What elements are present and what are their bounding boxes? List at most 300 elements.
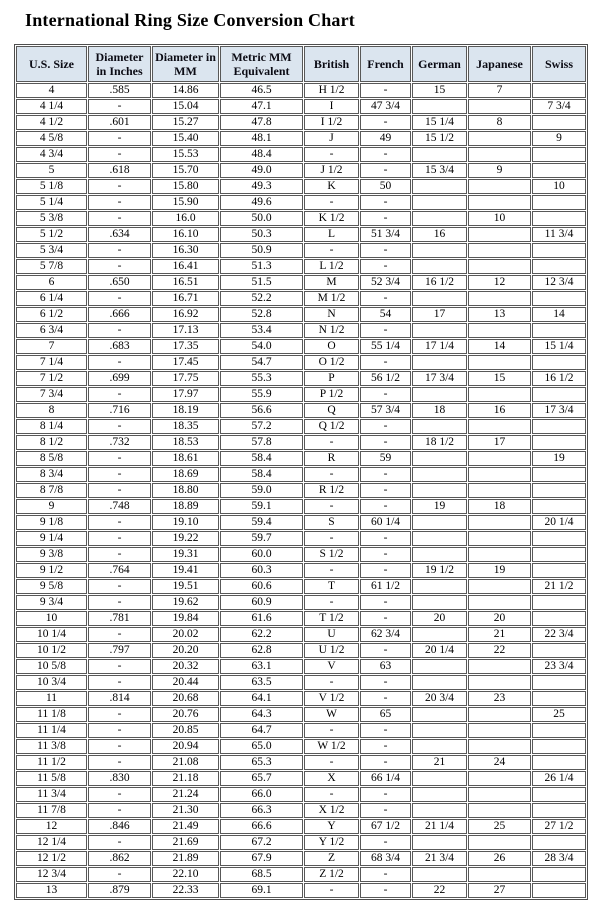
cell [468, 419, 531, 434]
cell: 16 [468, 403, 531, 418]
cell: 69.1 [220, 883, 303, 898]
cell [468, 547, 531, 562]
cell: 14 [532, 307, 586, 322]
cell: 60.6 [220, 579, 303, 594]
cell: .666 [88, 307, 151, 322]
cell [468, 867, 531, 882]
cell: .814 [88, 691, 151, 706]
cell: - [304, 467, 359, 482]
table-row [16, 611, 586, 626]
cell: 60.9 [220, 595, 303, 610]
cell [468, 483, 531, 498]
cell: Z [304, 851, 359, 866]
cell: 47.1 [220, 99, 303, 114]
cell: 4 1/2 [16, 115, 87, 130]
cell: 68 3/4 [360, 851, 411, 866]
cell [468, 675, 531, 690]
cell [412, 419, 467, 434]
cell: - [88, 451, 151, 466]
cell [532, 211, 586, 226]
cell [532, 243, 586, 258]
cell: - [360, 483, 411, 498]
cell: - [360, 595, 411, 610]
cell: 60.0 [220, 547, 303, 562]
cell: 48.1 [220, 131, 303, 146]
cell [412, 787, 467, 802]
cell [532, 803, 586, 818]
cell: Y 1/2 [304, 835, 359, 850]
cell: J 1/2 [304, 163, 359, 178]
cell [532, 563, 586, 578]
cell [468, 243, 531, 258]
cell [412, 99, 467, 114]
cell: N [304, 307, 359, 322]
cell: 25 [468, 819, 531, 834]
cell: P 1/2 [304, 387, 359, 402]
cell: 19.84 [152, 611, 219, 626]
cell [412, 739, 467, 754]
cell: 7 [16, 339, 87, 354]
cell: 9 1/8 [16, 515, 87, 530]
cell [412, 211, 467, 226]
cell: 12 [468, 275, 531, 290]
cell: - [304, 147, 359, 162]
cell: - [88, 99, 151, 114]
cell: 15 1/4 [412, 115, 467, 130]
cell [412, 291, 467, 306]
cell: 15.40 [152, 131, 219, 146]
cell: 64.3 [220, 707, 303, 722]
table-row [16, 163, 586, 178]
cell: - [360, 835, 411, 850]
cell: 16.71 [152, 291, 219, 306]
cell: 53.4 [220, 323, 303, 338]
cell [532, 675, 586, 690]
cell: 50 [360, 179, 411, 194]
table-row [16, 323, 586, 338]
cell: 63 [360, 659, 411, 674]
cell: 11 1/4 [16, 723, 87, 738]
cell [468, 739, 531, 754]
cell: 9 [16, 499, 87, 514]
cell: 20.20 [152, 643, 219, 658]
cell: 57 3/4 [360, 403, 411, 418]
page-title: International Ring Size Conversion Chart [25, 10, 356, 30]
cell: 8 1/4 [16, 419, 87, 434]
cell: - [360, 259, 411, 274]
cell: 50.9 [220, 243, 303, 258]
cell [468, 291, 531, 306]
cell: 17 1/4 [412, 339, 467, 354]
table-row [16, 867, 586, 882]
cell: 23 [468, 691, 531, 706]
cell: 20.85 [152, 723, 219, 738]
cell [412, 659, 467, 674]
cell: - [88, 803, 151, 818]
table-row [16, 179, 586, 194]
cell: R 1/2 [304, 483, 359, 498]
cell [412, 579, 467, 594]
cell: 8 [468, 115, 531, 130]
cell: Q [304, 403, 359, 418]
cell: 21.89 [152, 851, 219, 866]
cell: 55.3 [220, 371, 303, 386]
cell: 15.27 [152, 115, 219, 130]
cell: - [88, 387, 151, 402]
table-row [16, 275, 586, 290]
cell: X 1/2 [304, 803, 359, 818]
cell [468, 707, 531, 722]
cell: 17.13 [152, 323, 219, 338]
cell: 4 5/8 [16, 131, 87, 146]
cell: 19.41 [152, 563, 219, 578]
cell: 22 [412, 883, 467, 898]
cell: 15 1/2 [412, 131, 467, 146]
cell: 18.35 [152, 419, 219, 434]
cell [532, 787, 586, 802]
cell: - [88, 739, 151, 754]
cell: 60.3 [220, 563, 303, 578]
cell: 19.10 [152, 515, 219, 530]
cell: - [88, 675, 151, 690]
column-header: Diameter in MM [152, 46, 219, 82]
cell: - [360, 867, 411, 882]
cell: 15 1/4 [532, 339, 586, 354]
cell: 12 1/2 [16, 851, 87, 866]
cell: 10 [16, 611, 87, 626]
cell: - [304, 195, 359, 210]
cell: 21.18 [152, 771, 219, 786]
column-header: Diameter in Inches [88, 46, 151, 82]
cell: O [304, 339, 359, 354]
cell: .748 [88, 499, 151, 514]
cell [412, 531, 467, 546]
cell: 21.30 [152, 803, 219, 818]
cell: 62 3/4 [360, 627, 411, 642]
cell [412, 195, 467, 210]
cell: 59.7 [220, 531, 303, 546]
cell: 18.19 [152, 403, 219, 418]
cell: 49 [360, 131, 411, 146]
cell: 12 3/4 [532, 275, 586, 290]
cell [412, 467, 467, 482]
cell: 56 1/2 [360, 371, 411, 386]
cell [412, 323, 467, 338]
cell: 58.4 [220, 451, 303, 466]
cell: 17.35 [152, 339, 219, 354]
cell [468, 259, 531, 274]
cell: 55.9 [220, 387, 303, 402]
cell: 54.7 [220, 355, 303, 370]
cell: - [360, 147, 411, 162]
cell: .618 [88, 163, 151, 178]
cell [532, 547, 586, 562]
cell: 62.8 [220, 643, 303, 658]
cell: 20.76 [152, 707, 219, 722]
cell: 17 [412, 307, 467, 322]
cell [468, 595, 531, 610]
cell: - [360, 739, 411, 754]
cell: 14.86 [152, 83, 219, 98]
cell: 62.2 [220, 627, 303, 642]
cell [412, 723, 467, 738]
cell [468, 579, 531, 594]
cell: 18 [468, 499, 531, 514]
cell: - [360, 563, 411, 578]
cell: 59.0 [220, 483, 303, 498]
cell: .650 [88, 275, 151, 290]
cell: X [304, 771, 359, 786]
cell: 8 5/8 [16, 451, 87, 466]
cell [468, 467, 531, 482]
cell [468, 515, 531, 530]
table-row [16, 643, 586, 658]
table-row [16, 659, 586, 674]
cell [468, 99, 531, 114]
cell [412, 707, 467, 722]
cell: 65.7 [220, 771, 303, 786]
cell: - [304, 595, 359, 610]
cell [532, 611, 586, 626]
cell: 22 3/4 [532, 627, 586, 642]
table-row [16, 787, 586, 802]
cell: 10 1/4 [16, 627, 87, 642]
cell [532, 531, 586, 546]
cell: 26 1/4 [532, 771, 586, 786]
cell [412, 627, 467, 642]
cell: 5 [16, 163, 87, 178]
table-row [16, 211, 586, 226]
cell [412, 515, 467, 530]
cell: H 1/2 [304, 83, 359, 98]
cell: 52 3/4 [360, 275, 411, 290]
column-header: German [412, 46, 467, 82]
cell: .862 [88, 851, 151, 866]
cell: 15.53 [152, 147, 219, 162]
table-row [16, 403, 586, 418]
cell: 26 [468, 851, 531, 866]
cell: - [360, 883, 411, 898]
cell: 21.24 [152, 787, 219, 802]
cell: - [88, 243, 151, 258]
cell: 4 1/4 [16, 99, 87, 114]
cell [532, 387, 586, 402]
cell: 16.10 [152, 227, 219, 242]
cell: 5 3/4 [16, 243, 87, 258]
cell: 20.02 [152, 627, 219, 642]
table-row [16, 387, 586, 402]
cell: - [88, 515, 151, 530]
cell [532, 643, 586, 658]
cell: 17.45 [152, 355, 219, 370]
cell: 17.97 [152, 387, 219, 402]
cell: 10 [532, 179, 586, 194]
cell: 6 1/4 [16, 291, 87, 306]
cell [412, 835, 467, 850]
cell [532, 259, 586, 274]
cell [468, 131, 531, 146]
cell [532, 419, 586, 434]
cell [532, 83, 586, 98]
cell: - [360, 323, 411, 338]
cell: .585 [88, 83, 151, 98]
cell: 7 3/4 [16, 387, 87, 402]
cell [412, 179, 467, 194]
cell: 50.0 [220, 211, 303, 226]
table-row [16, 835, 586, 850]
cell: - [88, 147, 151, 162]
cell: - [88, 419, 151, 434]
cell: - [360, 755, 411, 770]
cell: 15.04 [152, 99, 219, 114]
cell: 66.6 [220, 819, 303, 834]
cell: 7 1/2 [16, 371, 87, 386]
cell: 16.0 [152, 211, 219, 226]
cell: L [304, 227, 359, 242]
cell: - [360, 547, 411, 562]
table-row [16, 227, 586, 242]
table-row [16, 627, 586, 642]
cell: V [304, 659, 359, 674]
cell [412, 547, 467, 562]
cell: 57.8 [220, 435, 303, 450]
cell: 15 [468, 371, 531, 386]
cell: - [360, 723, 411, 738]
cell: 64.7 [220, 723, 303, 738]
cell [532, 291, 586, 306]
cell: 9 [532, 131, 586, 146]
cell: 8 3/4 [16, 467, 87, 482]
table-row [16, 195, 586, 210]
cell: - [360, 691, 411, 706]
cell: 20 [468, 611, 531, 626]
cell: - [304, 563, 359, 578]
cell: 20 1/4 [532, 515, 586, 530]
cell: U 1/2 [304, 643, 359, 658]
cell: 20.44 [152, 675, 219, 690]
cell: 50.3 [220, 227, 303, 242]
cell [412, 259, 467, 274]
cell: - [88, 291, 151, 306]
cell: - [88, 259, 151, 274]
cell: 25 [532, 707, 586, 722]
cell: 21.08 [152, 755, 219, 770]
cell [468, 355, 531, 370]
cell: - [88, 835, 151, 850]
cell: T [304, 579, 359, 594]
cell: .699 [88, 371, 151, 386]
table-row [16, 83, 586, 98]
cell: 59 [360, 451, 411, 466]
cell: - [88, 547, 151, 562]
cell [532, 147, 586, 162]
cell [468, 787, 531, 802]
cell: 65.0 [220, 739, 303, 754]
cell: J [304, 131, 359, 146]
cell: .764 [88, 563, 151, 578]
cell: 51.5 [220, 275, 303, 290]
cell: - [88, 723, 151, 738]
cell [412, 147, 467, 162]
cell: Y [304, 819, 359, 834]
cell: - [360, 787, 411, 802]
cell [532, 691, 586, 706]
cell: 11 3/4 [16, 787, 87, 802]
cell: 20 [412, 611, 467, 626]
cell: 6 1/2 [16, 307, 87, 322]
cell [412, 387, 467, 402]
cell: 18.89 [152, 499, 219, 514]
cell: 4 [16, 83, 87, 98]
cell: 11 5/8 [16, 771, 87, 786]
cell: 47.8 [220, 115, 303, 130]
cell: 21 1/2 [532, 579, 586, 594]
cell: - [88, 659, 151, 674]
cell: 21 [468, 627, 531, 642]
cell: 18.69 [152, 467, 219, 482]
table-row [16, 675, 586, 690]
cell: 47 3/4 [360, 99, 411, 114]
cell: - [360, 531, 411, 546]
cell [468, 323, 531, 338]
cell: - [88, 131, 151, 146]
cell: 66.3 [220, 803, 303, 818]
column-header: Japanese [468, 46, 531, 82]
cell [468, 723, 531, 738]
cell: - [88, 483, 151, 498]
cell: 16 1/2 [532, 371, 586, 386]
table-row [16, 515, 586, 530]
cell: 49.0 [220, 163, 303, 178]
cell [532, 483, 586, 498]
cell: 66 1/4 [360, 771, 411, 786]
cell: 18.80 [152, 483, 219, 498]
cell: - [360, 643, 411, 658]
cell [412, 483, 467, 498]
table-body [16, 83, 586, 898]
cell: - [360, 675, 411, 690]
cell: 17 3/4 [412, 371, 467, 386]
cell [532, 499, 586, 514]
cell: 9 1/4 [16, 531, 87, 546]
cell: 20.68 [152, 691, 219, 706]
cell: 16.30 [152, 243, 219, 258]
cell: K 1/2 [304, 211, 359, 226]
cell: 19 1/2 [412, 563, 467, 578]
column-header: Metric MM Equivalent [220, 46, 303, 82]
cell: - [304, 675, 359, 690]
cell: - [88, 323, 151, 338]
cell: S [304, 515, 359, 530]
cell: - [88, 531, 151, 546]
cell: 11 1/8 [16, 707, 87, 722]
cell: 61.6 [220, 611, 303, 626]
cell [532, 435, 586, 450]
cell [468, 771, 531, 786]
cell: 57.2 [220, 419, 303, 434]
cell: 10 [468, 211, 531, 226]
cell: 54 [360, 307, 411, 322]
cell: 21 3/4 [412, 851, 467, 866]
column-header: U.S. Size [16, 46, 87, 82]
cell: 49.6 [220, 195, 303, 210]
cell: 13 [468, 307, 531, 322]
cell: 17.75 [152, 371, 219, 386]
table-row [16, 371, 586, 386]
cell: - [88, 707, 151, 722]
cell: - [88, 211, 151, 226]
cell: 20.94 [152, 739, 219, 754]
